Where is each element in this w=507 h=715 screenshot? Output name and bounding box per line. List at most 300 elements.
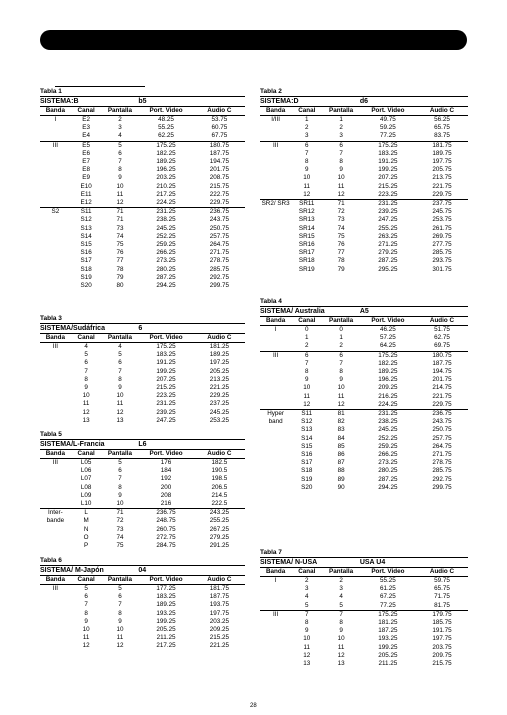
table-cell: 10 — [116, 500, 124, 508]
table-cell: 3 — [305, 585, 309, 593]
column-header: Canal — [291, 317, 322, 326]
table-cell: 284.75 — [156, 542, 176, 550]
column-header: Canal — [71, 576, 102, 585]
table-row — [40, 526, 245, 534]
table-cell: S14 — [301, 434, 313, 442]
table-cell: 222.5 — [211, 500, 228, 508]
table-cell: 239.25 — [156, 408, 176, 416]
table-cell: 71 — [102, 208, 139, 217]
table-cell: 272.75 — [156, 533, 176, 541]
table-cell: 182.25 — [156, 149, 176, 157]
table-cell: 278.75 — [209, 257, 229, 265]
table-cell: 11 — [116, 634, 124, 642]
table-cell: 88 — [337, 467, 345, 475]
table-cell: 5 — [305, 601, 309, 609]
table-cell: 197.75 — [432, 158, 452, 166]
table-row — [40, 359, 245, 367]
column-header: Port. Video — [360, 107, 416, 116]
table-cell: 205.25 — [209, 367, 229, 375]
table-cell: SR17 — [298, 249, 315, 257]
table-cell: 6 — [118, 467, 122, 475]
table-cell: 261.75 — [432, 224, 452, 232]
table-row — [40, 417, 245, 425]
table-cell: 295.25 — [378, 265, 398, 273]
table-cell: 229.25 — [209, 392, 229, 400]
table-row — [260, 158, 468, 166]
table-cell: 6 — [84, 359, 88, 367]
table-cell: 292.75 — [209, 273, 229, 281]
table-row — [260, 233, 468, 241]
table-cell: 5 — [339, 601, 343, 609]
table-row — [40, 585, 245, 594]
table-row — [260, 451, 468, 459]
table-row — [40, 376, 245, 384]
table-cell: 13 — [116, 416, 124, 424]
band-cell: I — [274, 577, 277, 584]
table-cell: L09 — [80, 491, 92, 499]
table-row — [260, 132, 468, 141]
table-cell: S20 — [80, 282, 92, 290]
table-cell: 179.75 — [416, 610, 468, 619]
table-row — [260, 216, 468, 224]
table-cell: 259.25 — [378, 442, 398, 450]
table-cell: 9 — [84, 617, 88, 625]
column-header: Canal — [71, 450, 102, 459]
table-cell: 185.75 — [432, 619, 452, 627]
table-row — [260, 266, 468, 274]
table-cell: 11 — [82, 400, 90, 408]
system-header — [40, 323, 245, 334]
table-cell: 74 — [116, 533, 124, 541]
table-cell: 182.5 — [211, 459, 228, 466]
table-row — [260, 476, 468, 484]
table-cell: 252.25 — [156, 232, 176, 240]
system-code: L6 — [138, 441, 147, 448]
table-cell: 60.75 — [211, 124, 228, 132]
table-cell: 49.75 — [380, 116, 396, 123]
table-cell: 181.75 — [416, 141, 468, 150]
table-cell: 175.25 — [360, 141, 416, 150]
table-cell: 5 — [102, 141, 139, 150]
table-cell: 48.25 — [158, 116, 174, 123]
table-cell: 201.75 — [209, 166, 229, 174]
table-cell: 285.75 — [432, 467, 452, 475]
column-header: Port. Video — [138, 576, 193, 585]
table-cell: 280.25 — [156, 265, 176, 273]
table-cell: 69.75 — [434, 342, 450, 350]
table-cell: 221.25 — [209, 642, 229, 650]
table-row — [260, 376, 468, 384]
table-cell: 8 — [305, 619, 309, 627]
band-cell: III — [52, 459, 58, 466]
table-cell: 83 — [337, 426, 345, 434]
table-cell: 197.75 — [209, 609, 229, 617]
table-cell: SR15 — [298, 232, 315, 240]
table-cell: 8 — [339, 368, 343, 376]
table-row — [260, 585, 468, 593]
table-cell: 1 — [305, 334, 309, 342]
table-cell: 71 — [322, 200, 359, 209]
table-cell: 8 — [118, 375, 122, 383]
table-row — [40, 467, 245, 475]
table-cell: S16 — [301, 451, 313, 459]
table-cell: 71.75 — [434, 593, 450, 601]
table-cell: 189.25 — [378, 368, 398, 376]
table-cell: 2 — [339, 577, 343, 584]
table-cell: SR16 — [298, 241, 315, 249]
table-cell: 236.75 — [416, 410, 468, 419]
table-cell: 291.25 — [209, 542, 229, 550]
table-cell: 294.25 — [156, 282, 176, 290]
band-cell: Hyper band — [260, 410, 291, 493]
table-cell: 203.75 — [432, 643, 452, 651]
column-header: Port. Video — [138, 107, 193, 116]
column-header: Banda — [40, 450, 71, 459]
table-row — [260, 602, 468, 611]
table-cell: 77.25 — [380, 601, 396, 609]
table-row — [260, 619, 468, 627]
table-row — [40, 216, 245, 224]
table-cell: 248.75 — [156, 517, 176, 525]
table-cell: 197.25 — [209, 359, 229, 367]
channel-table — [40, 334, 245, 425]
table-cell: 13 — [82, 416, 90, 424]
band-cell: III — [260, 351, 291, 409]
column-header: Audio C — [194, 334, 245, 343]
band-cell: I — [54, 116, 57, 123]
table-cell: 206.5 — [211, 483, 228, 491]
table-cell: 62.75 — [434, 334, 450, 342]
table-cell: 216.25 — [378, 392, 398, 400]
table-cell: 264.75 — [432, 442, 452, 450]
table-cell: 77 — [116, 257, 124, 265]
table-cell: 269.75 — [432, 232, 452, 240]
table-cell: 207.25 — [378, 174, 398, 182]
system-code: d6 — [359, 98, 368, 105]
table-cell: 76 — [337, 241, 345, 249]
table-cell: 211.25 — [156, 634, 176, 642]
table-cell: 9 — [118, 617, 122, 625]
column-header: Audio C — [194, 107, 245, 116]
table-cell: 210.25 — [156, 182, 176, 190]
table-cell: 183.25 — [156, 593, 176, 601]
table-cell: 293.75 — [432, 257, 452, 265]
table-cell: 260.75 — [156, 525, 176, 533]
column-header: Port. Video — [138, 450, 193, 459]
table-row — [40, 484, 245, 492]
table-cell: 191.25 — [378, 158, 398, 166]
table-cell: 9 — [84, 384, 88, 392]
table-cell: 236.75 — [194, 208, 245, 217]
table-cell: 3 — [339, 585, 343, 593]
table-cell: 271.75 — [432, 451, 452, 459]
table-cell: 209.25 — [209, 626, 229, 634]
table-cell: 12 — [337, 400, 345, 408]
table-cell: 287.25 — [378, 257, 398, 265]
table-cell: 7 — [339, 149, 343, 157]
table-cell: 280.25 — [378, 467, 398, 475]
table-cell: 271.25 — [378, 241, 398, 249]
table-cell: 196.25 — [156, 166, 176, 174]
channel-table — [40, 576, 245, 651]
table-cell: 175.25 — [360, 610, 416, 619]
system-code: b5 — [138, 98, 147, 105]
table-row — [260, 393, 468, 401]
channel-table — [40, 107, 245, 290]
table-cell: 9 — [118, 491, 122, 499]
table-cell: S17 — [80, 257, 92, 265]
table-cell: 79 — [337, 265, 345, 273]
table-cell: 4 — [305, 593, 309, 601]
table-cell: E2 — [82, 116, 90, 123]
table-cell: 78 — [116, 265, 124, 273]
system-name: SISTEMA/ M-Japón — [40, 567, 104, 574]
system-header — [40, 565, 245, 576]
table-cell: 181.75 — [209, 585, 229, 592]
table-cell: 8 — [118, 609, 122, 617]
table-cell: 176 — [160, 459, 172, 466]
table-cell: 2 — [339, 342, 343, 350]
table-cell: 13 — [303, 660, 311, 668]
table-cell: 89 — [337, 475, 345, 483]
table-row — [260, 241, 468, 249]
table-5 — [40, 430, 245, 550]
table-cell: 10 — [303, 174, 311, 182]
table-row — [260, 384, 468, 392]
table-row — [40, 124, 245, 132]
table-row — [40, 132, 245, 141]
table-row — [40, 409, 245, 417]
table-row — [40, 282, 245, 290]
table-cell: 12 — [303, 190, 311, 198]
table-cell: SR19 — [298, 265, 315, 273]
table-row — [40, 266, 245, 274]
table-row — [260, 183, 468, 191]
table-row — [260, 401, 468, 410]
table-cell: 180.75 — [416, 351, 468, 360]
column-header: Canal — [71, 107, 102, 116]
table-cell: 71 — [116, 216, 124, 224]
table-row — [260, 351, 468, 360]
table-cell: 5 — [118, 351, 122, 359]
table-cell: 4 — [118, 132, 122, 140]
table-cell: 238.25 — [378, 418, 398, 426]
table-cell: 247.25 — [156, 416, 176, 424]
table-1 — [40, 87, 245, 290]
table-cell: 7 — [339, 359, 343, 367]
table-cell: 215.25 — [156, 384, 176, 392]
table-row — [40, 158, 245, 166]
column-header: Audio C — [416, 317, 468, 326]
column-header: Audio C — [194, 450, 245, 459]
table-row — [40, 141, 245, 150]
channel-table — [40, 450, 245, 550]
column-header: Pantalla — [102, 107, 139, 116]
table-cell: S13 — [80, 224, 92, 232]
table-cell: 273.25 — [156, 257, 176, 265]
table-cell: 243.75 — [209, 216, 229, 224]
table-cell: 78 — [337, 257, 345, 265]
channel-table — [260, 317, 468, 492]
table-cell: SR13 — [298, 216, 315, 224]
table-row — [40, 225, 245, 233]
table-cell: 77.25 — [380, 132, 396, 140]
table-cell: 189.25 — [156, 158, 176, 166]
band-cell: III — [52, 343, 58, 350]
table-cell: S18 — [301, 467, 313, 475]
system-header — [260, 306, 468, 317]
table-cell: 175.25 — [156, 343, 176, 350]
table-cell: 2 — [305, 577, 309, 584]
table-title: Tabla 5 — [40, 431, 62, 438]
table-cell: 13 — [337, 660, 345, 668]
table-cell: 194.75 — [209, 158, 229, 166]
table-row — [40, 174, 245, 182]
table-cell: 189.75 — [432, 149, 452, 157]
table-cell: 7 — [305, 149, 309, 157]
table-cell: 184 — [160, 467, 172, 475]
table-cell: 285.75 — [209, 265, 229, 273]
table-cell: 199.25 — [378, 643, 398, 651]
table-row — [260, 334, 468, 342]
table-cell: 81 — [322, 410, 359, 419]
column-header: Audio C — [416, 107, 468, 116]
table-cell: 255.25 — [378, 224, 398, 232]
table-cell: 223.25 — [378, 190, 398, 198]
system-name: SISTEMA/ N-USA — [260, 559, 318, 566]
band-cell: S2 — [40, 208, 71, 291]
table-cell: 238.25 — [156, 216, 176, 224]
table-row — [260, 368, 468, 376]
table-cell: 12 — [116, 408, 124, 416]
table-cell: 56.25 — [434, 116, 450, 123]
table-cell: 194.75 — [432, 368, 452, 376]
table-cell: 9 — [305, 166, 309, 174]
table-cell: 6 — [84, 593, 88, 601]
table-cell: E3 — [82, 124, 90, 132]
table-cell: 12 — [82, 408, 90, 416]
table-cell: 83.75 — [434, 132, 450, 140]
table-cell: 7 — [291, 610, 322, 619]
table-cell: O — [83, 533, 89, 541]
table-cell: 208.75 — [209, 174, 229, 182]
table-cell: 215.25 — [378, 182, 398, 190]
table-cell: 250.75 — [209, 224, 229, 232]
table-cell: P — [84, 542, 89, 550]
column-header: Port. Video — [360, 317, 416, 326]
table-cell: 294.25 — [378, 483, 398, 491]
column-header: Banda — [260, 317, 291, 326]
table-cell: 245.25 — [209, 408, 229, 416]
table-cell: E10 — [80, 182, 92, 190]
table-cell: 8 — [118, 483, 122, 491]
table-cell: 7 — [84, 367, 88, 375]
table-cell: 231.25 — [360, 410, 416, 419]
table-row — [40, 634, 245, 642]
table-cell: 217.25 — [156, 190, 176, 198]
table-row — [40, 459, 245, 468]
table-cell: 231.25 — [156, 400, 176, 408]
table-cell: 205.25 — [378, 651, 398, 659]
table-cell: 182.25 — [378, 359, 398, 367]
table-cell: 7 — [118, 367, 122, 375]
table-cell: 75 — [116, 542, 124, 550]
table-cell: 10 — [116, 626, 124, 634]
table-cell: 245.25 — [156, 224, 176, 232]
table-cell: 2 — [118, 116, 122, 123]
table-cell: 8 — [305, 368, 309, 376]
system-header — [260, 96, 468, 107]
table-cell: 10 — [337, 635, 345, 643]
table-cell: 7 — [118, 158, 122, 166]
table-cell: 231.25 — [360, 200, 416, 209]
table-cell: 12 — [337, 651, 345, 659]
table-cell: S12 — [301, 418, 313, 426]
table-cell: 6 — [291, 351, 322, 360]
table-cell: 221.75 — [432, 392, 452, 400]
band-cell: III — [40, 141, 71, 208]
column-header: Canal — [291, 107, 322, 116]
table-cell: 231.25 — [138, 208, 193, 217]
table-cell: S16 — [80, 249, 92, 257]
table-cell: 12 — [303, 651, 311, 659]
table-row — [40, 241, 245, 249]
table-cell: 203.25 — [156, 174, 176, 182]
table-row — [40, 618, 245, 626]
table-row — [40, 384, 245, 392]
table-cell: 239.25 — [378, 208, 398, 216]
column-header: Canal — [71, 334, 102, 343]
table-row — [40, 392, 245, 400]
table-cell: 8 — [84, 375, 88, 383]
table-row — [40, 517, 245, 525]
table-cell: 191.25 — [156, 359, 176, 367]
table-row — [260, 124, 468, 132]
table-cell: 199.25 — [378, 166, 398, 174]
table-row — [260, 141, 468, 150]
table-row — [260, 426, 468, 434]
table-cell: 73 — [337, 216, 345, 224]
table-cell: 1 — [339, 334, 343, 342]
table-cell: 79 — [116, 273, 124, 281]
table-cell: L06 — [80, 467, 92, 475]
table-cell: 62.25 — [158, 132, 174, 140]
table-cell: 200 — [160, 483, 172, 491]
table-cell: 12 — [337, 190, 345, 198]
table-cell: 67.75 — [211, 132, 228, 140]
table-cell: E9 — [82, 174, 90, 182]
table-cell: 243.75 — [432, 418, 452, 426]
table-row — [260, 418, 468, 426]
table-row — [40, 343, 245, 352]
table-cell: 12 — [116, 642, 124, 650]
table-cell: 57.25 — [380, 334, 396, 342]
table-cell: 76 — [116, 249, 124, 257]
table-cell: 7 — [118, 475, 122, 483]
table-cell: S19 — [301, 475, 313, 483]
table-cell: 271.75 — [209, 249, 229, 257]
table-cell: 292.75 — [432, 475, 452, 483]
column-header: Audio C — [194, 576, 245, 585]
table-row — [40, 534, 245, 542]
table-cell: L05 — [80, 459, 92, 466]
system-code: USA U4 — [359, 559, 386, 566]
table-cell: 237.25 — [209, 400, 229, 408]
table-cell: 177.25 — [156, 585, 176, 592]
table-cell: 181.25 — [378, 619, 398, 627]
table-cell: 213.75 — [432, 174, 452, 182]
table-cell: 10 — [82, 392, 90, 400]
